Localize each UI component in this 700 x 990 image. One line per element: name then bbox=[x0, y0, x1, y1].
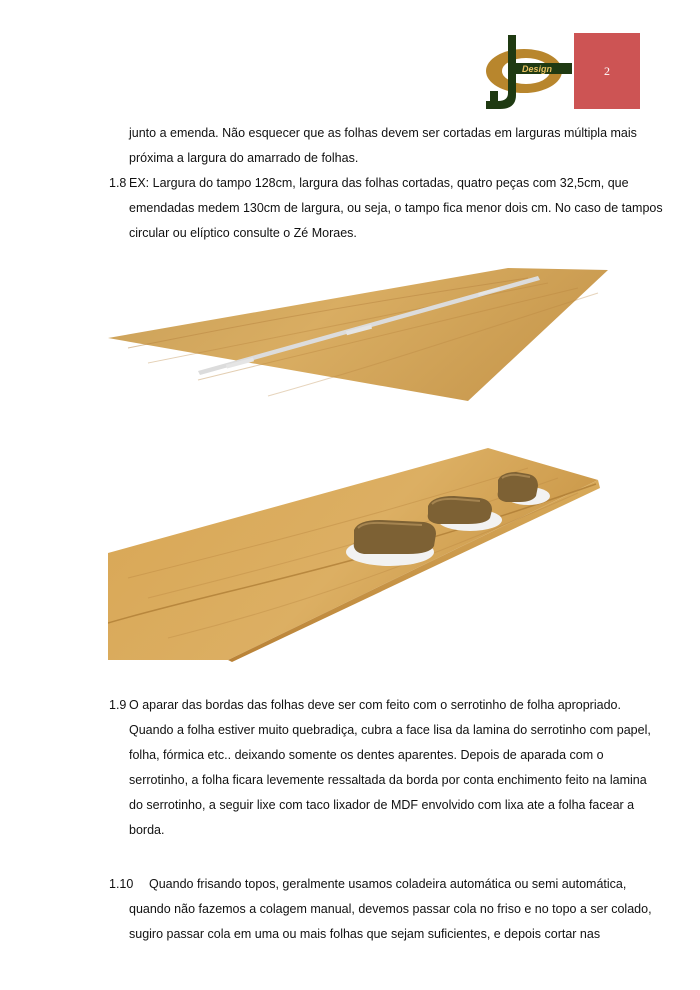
text-line: folha, fórmica etc.. deixando somente os dentes aparentes. Depois de aparada com o bbox=[129, 748, 604, 762]
veneer-tabletop-figure bbox=[108, 268, 610, 404]
text-line: emendadas medem 130cm de largura, ou seja, o tampo fica menor dois cm. No caso de tampos bbox=[129, 201, 663, 215]
text-line: borda. bbox=[129, 823, 165, 837]
item-1-9 bbox=[109, 693, 651, 843]
text-line: Quando a folha estiver muito quebradiça, cubra a face lisa da lamina do serrotinho com papel, bbox=[129, 723, 651, 737]
item-1-8 bbox=[109, 171, 663, 246]
text-line: do serrotinho, a seguir lixe com taco lixador de MDF envolvido com lixa ate a folha facear a bbox=[129, 798, 635, 812]
item-number: 1.8 bbox=[109, 176, 127, 190]
logo-text: Design bbox=[522, 64, 553, 74]
item-number: 1.10 bbox=[109, 877, 134, 891]
veneer-trimming-figure bbox=[108, 448, 602, 662]
item-1-10 bbox=[109, 872, 652, 947]
text-line: quando não fazemos a colagem manual, devemos passar cola no friso e no topo a ser colado, bbox=[129, 902, 652, 916]
text-line: circular ou elíptico consulte o Zé Moraes. bbox=[129, 226, 357, 240]
page-number-badge bbox=[574, 33, 640, 109]
text-line: junto a emenda. Não esquecer que as folhas devem ser cortadas em larguras múltipla mais bbox=[129, 126, 637, 140]
jc-design-logo bbox=[482, 33, 574, 111]
page-number: 2 bbox=[604, 63, 610, 78]
text-line: próxima a largura do amarrado de folhas. bbox=[129, 151, 359, 165]
text-line: Quando frisando topos, geralmente usamos coladeira automática ou semi automática, bbox=[149, 877, 627, 891]
text-line: serrotinho, a folha ficara levemente ressaltada da borda por conta enchimento feito na lamina bbox=[129, 773, 647, 787]
item-number: 1.9 bbox=[109, 698, 127, 712]
text-line: EX: Largura do tampo 128cm, largura das folhas cortadas, quatro peças com 32,5cm, que bbox=[129, 176, 629, 190]
text-line: O aparar das bordas das folhas deve ser com feito com o serrotinho de folha apropriado. bbox=[129, 698, 621, 712]
continued-paragraph bbox=[109, 121, 637, 171]
text-line: sugiro passar cola em uma ou mais folhas que sejam suficientes, e depois cortar nas bbox=[129, 927, 601, 941]
